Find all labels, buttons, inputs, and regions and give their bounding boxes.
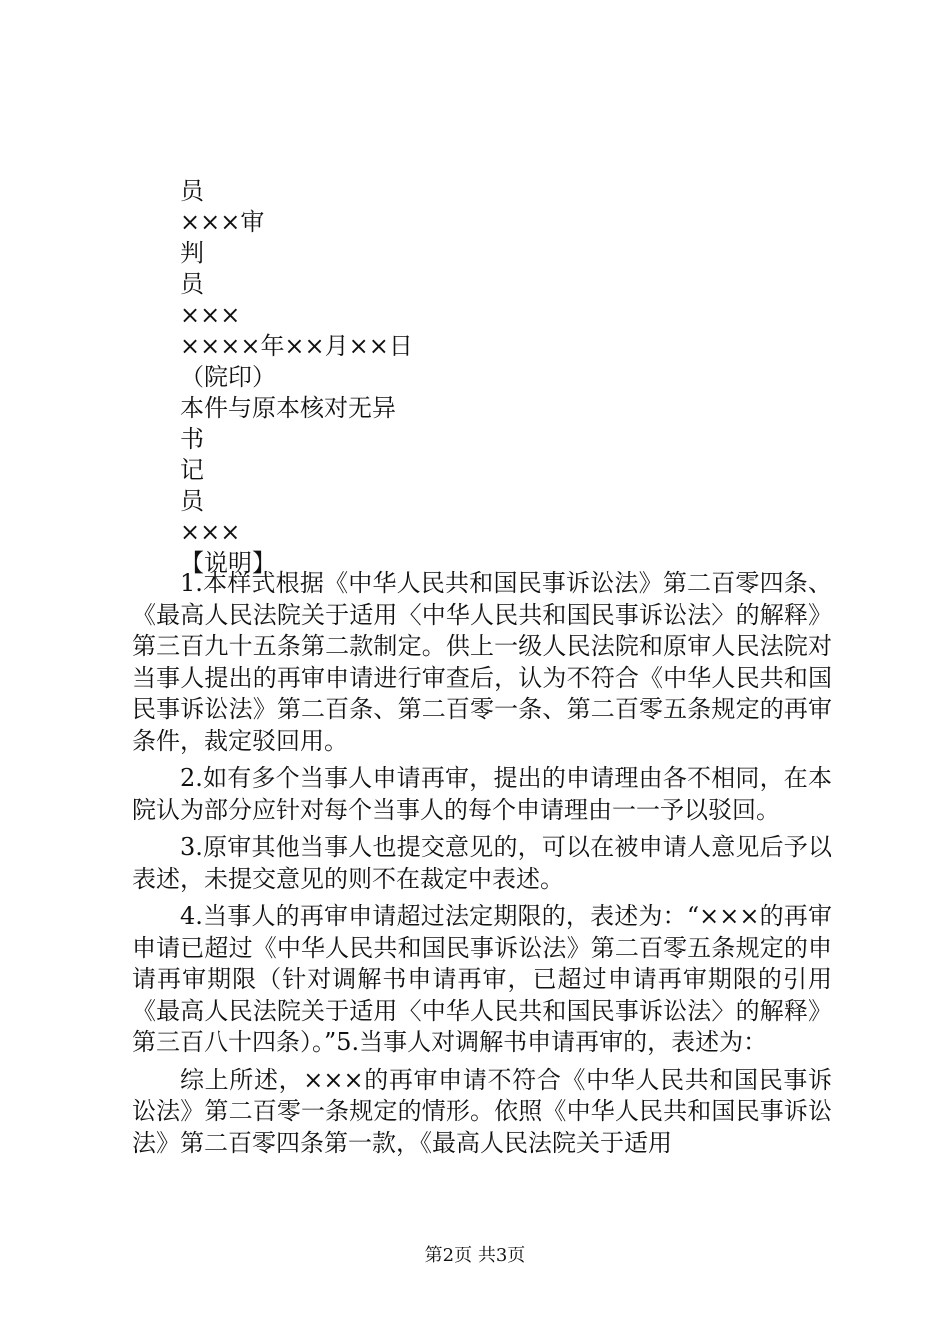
note-paragraph-5: 综上所述，×××的再审申请不符合《中华人民共和国民事诉讼法》第二百零一条规定的情形。依照《中华人民共和国民事诉讼法》第二百零四条第一款，《最高人民法院关于适用	[132, 1065, 832, 1157]
signature-line: 员	[180, 487, 204, 515]
signature-line: ×××审	[180, 208, 265, 236]
verification-line: 本件与原本核对无异	[180, 394, 396, 422]
signature-line: 书	[180, 425, 204, 453]
page-footer: 第2页 共3页	[424, 1245, 526, 1266]
note-paragraph-4: 4.当事人的再审申请超过法定期限的，表述为：“×××的再审申请已超过《中华人民共和国民事诉讼法》第二百零五条规定的申请再审期限（针对调解书申请再审，已超过申请再审期限的引用《最高人民法院关于适用〈中华人民共和国民事诉讼法〉的解释》第三百八十四条）。”5.当事人对调解书申请再审的，表述为：	[132, 902, 832, 1056]
note-paragraph-1: 1.本样式根据《中华人民共和国民事诉讼法》第二百零四条、《最高人民法院关于适用〈中华人民共和国民事诉讼法〉的解释》第三百九十五条第二款制定。供上一级人民法院和原审人民法院对当事人提出的再审申请进行审查后，认为不符合《中华人民共和国民事诉讼法》第二百条、第二百零一条、第二百零五条规定的再审条件，裁定驳回用。	[132, 569, 832, 755]
signature-block	[180, 176, 820, 579]
signature-line: ×××	[180, 518, 241, 546]
signature-line: 员	[180, 270, 204, 298]
note-paragraph-2: 2.如有多个当事人申请再审，提出的申请理由各不相同，在本院认为部分应针对每个当事人的每个申请理由一一予以驳回。	[132, 764, 832, 824]
signature-line: 记	[180, 456, 204, 484]
note-paragraph-3: 3.原审其他当事人也提交意见的，可以在被申请人意见后予以表述，未提交意见的则不在裁定中表述。	[132, 833, 832, 893]
signature-line: 判	[180, 239, 204, 267]
date-line: ××××年××月××日	[180, 332, 413, 360]
signature-line: 员	[180, 177, 204, 205]
notes-section	[132, 568, 832, 1165]
signature-line: ×××	[180, 301, 241, 329]
court-seal-line: （院印）	[180, 363, 276, 391]
notes-heading: 【说明】	[180, 549, 276, 577]
